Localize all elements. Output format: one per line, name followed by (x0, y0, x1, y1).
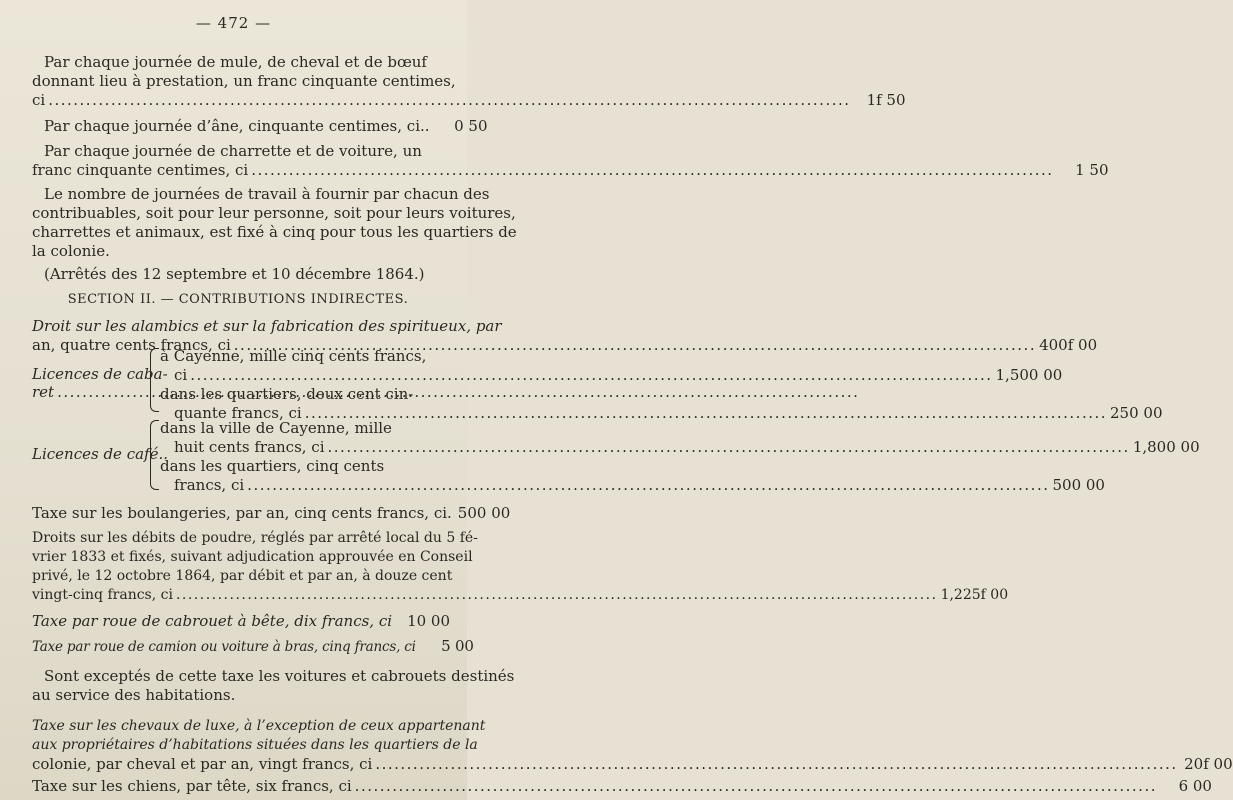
chiens-line (32, 776, 1212, 796)
dot-leader (375, 754, 1177, 774)
p1-line2: donnant lieu à prestation, un franc cinquante centimes, (32, 72, 456, 90)
p1-line3 (32, 90, 906, 110)
boulangeries-amount: 500 00 (457, 504, 511, 522)
p4-line2: contribuables, soit pour leur personne, soit pour leurs voitures, (32, 204, 516, 222)
cabrouet-text: Taxe par roue de cabrouet à bête, dix francs, ci (32, 612, 393, 630)
p1-amount: 1f 50 (866, 91, 906, 109)
chiens-text: Taxe sur les chiens, par tête, six francs, ci (32, 777, 352, 795)
poudre-text: vingt-cinq francs, ci (32, 587, 173, 603)
p2-text: Par chaque journée d’âne, cinquante centimes, ci.. (44, 117, 430, 135)
cabaret-amount-1: 1,500 00 (995, 366, 1063, 384)
arretes-note: (Arrêtés des 12 septembre et 10 décembre 1864.) (44, 265, 425, 283)
poudre-line2: vrier 1833 et fixés, suivant adjudication approuvée en Conseil (32, 549, 473, 565)
chevaux-text: colonie, par cheval et par an, vingt francs, ci (32, 755, 373, 773)
cafe-label: Licences de café.. (32, 445, 168, 463)
cabrouet-line (32, 611, 451, 631)
camion-line (32, 636, 474, 657)
cafe-text-2: francs, ci (174, 476, 245, 494)
p4-line3: charrettes et animaux, est fixé à cinq pour tous les quartiers de (32, 223, 517, 241)
section-heading: SECTION II. — CONTRIBUTIONS INDIRECTES. (67, 292, 409, 307)
poudre-line4 (32, 585, 1009, 605)
cabaret-label-2 (32, 382, 146, 402)
dot-leader (251, 160, 1053, 180)
exemption-line2: au service des habitations. (32, 686, 236, 704)
cafe-r4 (174, 475, 1105, 495)
p3-text: franc cinquante centimes, ci (32, 161, 249, 179)
cabaret-r2 (174, 365, 1063, 385)
cabaret-ci: ci (174, 366, 188, 384)
poudre-line1: Droits sur les débits de poudre, réglés par arrêté local du 5 fé- (32, 530, 478, 546)
cafe-amount-2: 500 00 (1052, 476, 1105, 494)
boulangeries-line (32, 503, 511, 523)
poudre-amount: 1,225f 00 (940, 587, 1009, 603)
cafe-brace (150, 420, 159, 490)
cabaret-r3: dans les quartiers, deux cent cin- (160, 385, 414, 403)
cabaret-text: quante francs, ci (174, 404, 302, 422)
dot-leader (355, 776, 1157, 796)
cafe-r1: dans la ville de Cayenne, mille (160, 419, 392, 437)
camion-text: Taxe par roue de camion ou voiture à bras, cinq francs, ci (32, 639, 416, 655)
cabaret-label-1: Licences de caba- (32, 365, 168, 383)
chiens-amount: 6 00 (1178, 777, 1212, 795)
chevaux-line2: aux propriétaires d’habitations situées dans les quartiers de la (32, 737, 478, 753)
poudre-line3: privé, le 12 octobre 1864, par débit et par an, à douze cent (32, 568, 453, 584)
p3-amount: 1 50 (1075, 161, 1109, 179)
boulangeries-text: Taxe sur les boulangeries, par an, cinq cents francs, ci. (32, 504, 452, 522)
alambics-amount: 400f 00 (1039, 336, 1098, 354)
exemption-line1: Sont exceptés de cette taxe les voitures et cabrouets destinés (44, 667, 515, 685)
cabaret-brace (150, 348, 159, 412)
chevaux-amount: 20f 00 (1184, 755, 1233, 773)
cafe-r2 (174, 437, 1200, 457)
p4-line1: Le nombre de journées de travail à fournir par chacun des (44, 185, 490, 203)
p3-line1: Par chaque journée de charrette et de voiture, un (44, 142, 422, 160)
p1-ci: ci (32, 91, 46, 109)
alambics-text: an, quatre cents francs, ci (32, 336, 231, 354)
cabrouet-amount: 10 00 (407, 612, 451, 630)
p3-line2 (32, 160, 1109, 180)
dot-leader (190, 365, 992, 385)
chevaux-line1: Taxe sur les chevaux de luxe, à l’exception de ceux appartenant (32, 718, 486, 734)
p2-line (44, 116, 488, 136)
p2-amount: 0 50 (454, 117, 488, 135)
cabaret-r1: à Cayenne, mille cinq cents francs, (160, 347, 427, 365)
camion-amount: 5 00 (441, 637, 474, 655)
dot-leader (328, 437, 1130, 457)
cafe-r3: dans les quartiers, cinq cents (160, 457, 385, 475)
cabaret-amount-2: 250 00 (1110, 404, 1163, 422)
chevaux-line3 (32, 754, 1233, 774)
cabaret-label-ret: ret (32, 383, 55, 401)
p1-line1: Par chaque journée de mule, de cheval et de bœuf (44, 53, 427, 71)
cafe-text-1: huit cents francs, ci (174, 438, 325, 456)
dot-leader (176, 585, 938, 605)
dot-leader (247, 475, 1049, 495)
page-number: — 472 — (195, 14, 272, 32)
p4-line4: la colonie. (32, 242, 110, 260)
cafe-amount-1: 1,800 00 (1132, 438, 1200, 456)
alambics-line1: Droit sur les alambics et sur la fabrication des spiritueux, par (32, 317, 502, 335)
dot-leader (48, 90, 850, 110)
